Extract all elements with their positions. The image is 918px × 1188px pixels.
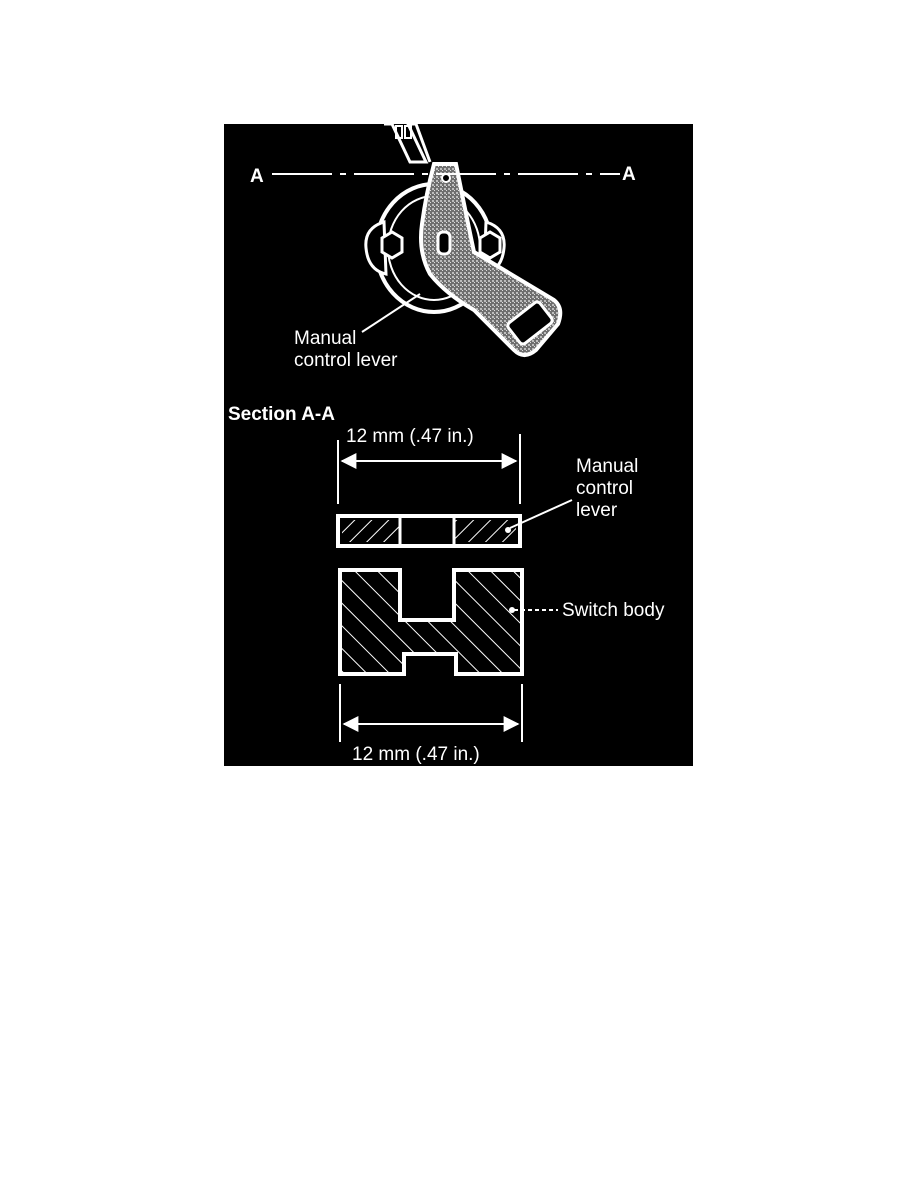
switch-body-cross-section [340, 570, 665, 674]
top-callout-line2: control lever [294, 350, 398, 371]
figure-drawing [224, 124, 693, 766]
wire-harness [384, 124, 430, 162]
lever-callout-line1: Manual [576, 456, 639, 477]
lever-pivot-hole [438, 232, 450, 254]
section-title: Section A-A [228, 404, 335, 425]
top-callout-leader [362, 294, 420, 332]
lever-callout-line2: control [576, 478, 634, 499]
top-callout-line1: Manual [294, 328, 357, 349]
section-label-left: A [250, 166, 264, 187]
bottom-dimension-label: 12 mm (.47 in.) [352, 744, 480, 765]
neutral-safety-switch-figure [224, 124, 693, 766]
switch-illustration [250, 124, 636, 371]
top-dimension [338, 426, 520, 504]
bottom-dimension [340, 684, 522, 765]
lever-cross-section [338, 456, 638, 546]
left-bolt-hex [382, 232, 402, 258]
right-bolt-hex [480, 232, 500, 258]
lever-callout-line3: lever [576, 500, 618, 521]
top-dimension-label: 12 mm (.47 in.) [346, 426, 474, 447]
body-callout-label: Switch body [562, 600, 665, 621]
section-label-right: A [622, 164, 636, 185]
